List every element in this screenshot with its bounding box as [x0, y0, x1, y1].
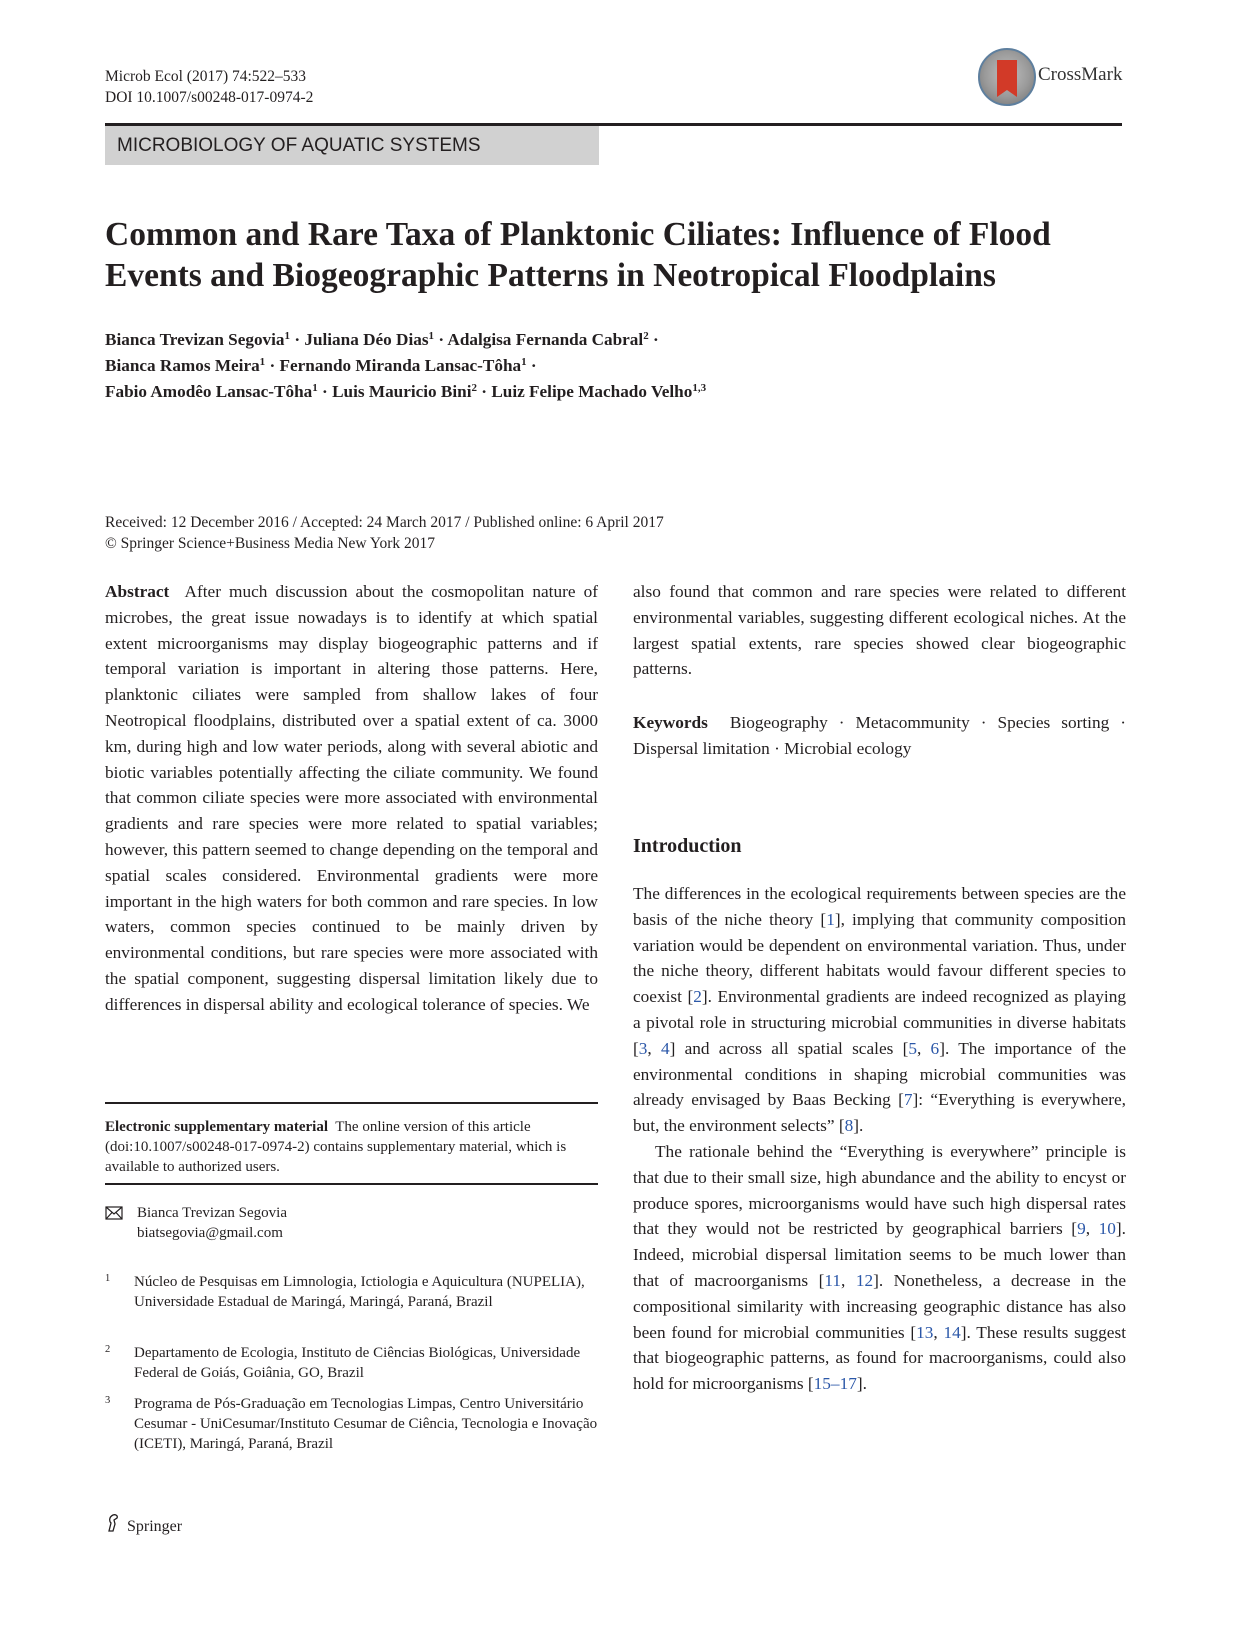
text-run: ]. Indeed, microbial dispersal limitation seems to be much lower than that of macroorganisms [ [633, 1219, 1126, 1290]
supplementary-note [105, 1117, 598, 1177]
keywords-label: Keywords [633, 713, 708, 732]
text-run: , [1085, 1219, 1099, 1239]
footnote-divider [105, 1102, 598, 1104]
esm-text: The online version of this article (doi:10.1007/s00248-017-0974-2) contains supplementary material, which is available to authorized users. [105, 1119, 567, 1175]
text-run: , [647, 1038, 661, 1058]
springer-horse-icon [105, 1513, 123, 1533]
author-affiliation-mark: 2 [643, 330, 649, 342]
author-name: Juliana Déo Dias [304, 330, 429, 349]
citation-link[interactable]: 14 [943, 1322, 961, 1342]
citation-link[interactable]: 11 [824, 1270, 842, 1290]
envelope-icon [105, 1206, 123, 1220]
abstract-text-continued: also found that common and rare species were related to different environmental variables, suggesting different ecological niches. At the largest spatial extents, rare species showed clear biogeographic patterns. [633, 582, 1126, 679]
article-title-line2: Events and Biogeographic Patterns in Neotropical Floodplains [105, 257, 996, 294]
affiliation-number: 3 [105, 1395, 111, 1406]
esm-label: Electronic supplementary material [105, 1119, 329, 1135]
keywords-text: Biogeography · Metacommunity · Species sorting · Dispersal limitation · Microbial ecology [633, 713, 1126, 758]
abstract-text: After much discussion about the cosmopolitan nature of microbes, the great issue nowadays is to identify at which spatial extent microorganisms may display biogeographic patterns and if temporal variation is important in altering those patterns. Here, planktonic ciliates were sampled from shallow lakes of four Neotropical floodplains, distributed over a spatial extent of ca. 3000 km, during high and low water periods, along with several abiotic and biotic variables potentially affecting the ciliate community. We found that common ciliate species were more associated with environmental gradients and rare species were more related to spatial variables; however, this pattern seemed to change depending on the temporal and spatial scales considered. Environmental gradients were more important in the high waters for both common and rare species. In low waters, common species continued to be mainly driven by environmental conditions, but rare species were more associated with the spatial component, suggesting dispersal limitation likely due to differences in dispersal ability and ecological tolerance of species. We [105, 582, 599, 1014]
article-title-line1: Common and Rare Taxa of Planktonic Ciliates: Influence of Flood [105, 216, 1051, 253]
author-affiliation-mark: 2 [471, 382, 477, 394]
text-run: , [841, 1270, 856, 1290]
affiliation-1 [105, 1272, 598, 1312]
text-run: ]. [853, 1116, 864, 1136]
correspondence-name: Bianca Trevizan Segovia [137, 1205, 287, 1221]
author-name: Adalgisa Fernanda Cabral [447, 330, 644, 349]
section-label: MICROBIOLOGY OF AQUATIC SYSTEMS [105, 126, 599, 165]
text-run: The differences in the ecological requirements between species are the basis of the niche theory [ [633, 884, 1126, 929]
author-affiliation-mark: 1 [312, 382, 318, 394]
text-run: ]: “Everything is everywhere, but, the environment selects” [ [633, 1090, 1126, 1136]
citation-link[interactable]: 13 [916, 1322, 934, 1342]
author-name: Fernando Miranda Lansac-Tôha [279, 356, 522, 375]
affiliation-2 [105, 1343, 598, 1383]
author-affiliation-mark: 1 [259, 356, 266, 368]
introduction-body [633, 881, 1126, 1397]
citation-link[interactable]: 15–17 [813, 1374, 857, 1394]
citation-link[interactable]: 5 [908, 1038, 917, 1058]
author-affiliation-mark: 1 [284, 330, 291, 342]
author-list: Bianca Trevizan Segovia$^1$ · Juliana Déo Dias$^1$ · Adalgisa Fernanda Cabral$^2$ · Bianca Ramos Meira$^1$ · Fernando Miranda Lansac-Tôha$^1$ · Fabio Amodêo Lansac-Tôha$^1$ · Luis Mauricio Bini$^2$ · Luiz Felipe Machado Velho$^{1,3}$ [105, 330, 707, 401]
affiliation-3 [105, 1394, 598, 1454]
citation-link[interactable]: 2 [693, 987, 702, 1007]
history-dates: Received: 12 December 2016 / Accepted: 24 March 2017 / Published online: 6 April 2017 [105, 514, 664, 531]
citation-link[interactable]: 9 [1077, 1219, 1086, 1239]
text-run: The rationale behind the “Everything is everywhere” principle is that due to their small size, high abundance and the ability to encyst or produce spores, microorganisms would have such high dispersal rates that they would not be restricted by geographical barriers [ [633, 1141, 1126, 1239]
citation-link[interactable]: 10 [1098, 1219, 1116, 1239]
abstract [105, 579, 598, 1018]
correspondence-email[interactable]: biatsegovia@gmail.com [137, 1225, 283, 1241]
citation-link[interactable]: 4 [660, 1038, 670, 1058]
text-run: ]. Environmental gradients are indeed recognized as playing a pivotal role in structuring microbial communities in diverse habitats [ [633, 987, 1126, 1058]
citation-link[interactable]: 1 [826, 909, 835, 929]
author-name: Luiz Felipe Machado Velho [491, 382, 693, 401]
text-run: ] and across all spatial scales [ [669, 1038, 909, 1058]
text-run: ]. [856, 1374, 867, 1394]
journal-doi: DOI 10.1007/s00248-017-0974-2 [105, 89, 314, 106]
copyright-line: © Springer Science+Business Media New York 2017 [105, 535, 436, 552]
journal-citation: Microb Ecol (2017) 74:522–533 [105, 68, 307, 85]
citation-link[interactable]: 8 [844, 1116, 854, 1136]
author-affiliation-mark: 1 [428, 330, 435, 342]
text-run: ]. Nonetheless, a decrease in the compositional similarity with increasing geographic distance has also been found for microbial communities [ [633, 1270, 1126, 1342]
article-title [105, 214, 1135, 296]
citation-link[interactable]: 3 [638, 1038, 648, 1058]
author-name: Fabio Amodêo Lansac-Tôha [105, 382, 313, 401]
text-run: , [916, 1038, 931, 1058]
text-run: ]. The importance of the environmental conditions in shaping microbial communities was already envisaged by Baas Becking [ [633, 1038, 1127, 1110]
author-name: Bianca Trevizan Segovia [105, 330, 285, 349]
abstract-label: Abstract [105, 582, 170, 601]
citation-link[interactable]: 6 [930, 1038, 940, 1058]
author-name: Bianca Ramos Meira [105, 356, 260, 375]
affiliation-text: Departamento de Ecologia, Instituto de Ciências Biológicas, Universidade Federal de Goiás, Goiânia, GO, Brazil [134, 1345, 581, 1381]
crossmark-badge[interactable] [978, 48, 1138, 106]
intro-paragraph-1 [633, 881, 1126, 1139]
publication-dates [105, 512, 664, 554]
author-name: Luis Mauricio Bini [332, 382, 472, 401]
introduction-heading: Introduction [633, 835, 742, 857]
footnote-divider [105, 1183, 598, 1185]
text-run: , [933, 1322, 944, 1342]
affiliation-text: Programa de Pós-Graduação em Tecnologias Limpas, Centro Universitário Cesumar - UniCesumar/Instituto Cesumar de Ciência, Tecnologia e Inovação (ICETI), Maringá, Paraná, Brazil [134, 1396, 598, 1452]
affiliation-text: Núcleo de Pesquisas em Limnologia, Ictiologia e Aquicultura (NUPELIA), Universidade Estadual de Maringá, Maringá, Paraná, Brazil [134, 1274, 585, 1310]
text-run: ]. These results suggest that biogeographic patterns, as found for macroorganisms, could also hold for microorganisms [ [633, 1322, 1126, 1394]
text-run: ], implying that community composition variation would be dependent on environmental variation. Thus, under the niche theory, different habitats would favour different species to coexist [ [633, 909, 1127, 1007]
author-affiliation-mark: 1 [521, 356, 527, 368]
crossmark-label: CrossMark [1038, 64, 1123, 85]
citation-link[interactable]: 7 [903, 1090, 913, 1110]
publisher-footer [105, 1513, 182, 1536]
affiliation-number: 2 [105, 1344, 111, 1355]
intro-paragraph-2 [633, 1139, 1126, 1397]
correspondence [105, 1203, 598, 1243]
abstract-continued [633, 579, 1126, 682]
publisher-name: Springer [127, 1518, 183, 1535]
journal-citation-block [105, 66, 313, 108]
crossmark-icon [978, 48, 1036, 106]
author-affiliation-mark: 1,3 [692, 382, 707, 394]
keywords [633, 710, 1126, 762]
citation-link[interactable]: 12 [855, 1270, 874, 1290]
affiliation-number: 1 [105, 1273, 111, 1284]
